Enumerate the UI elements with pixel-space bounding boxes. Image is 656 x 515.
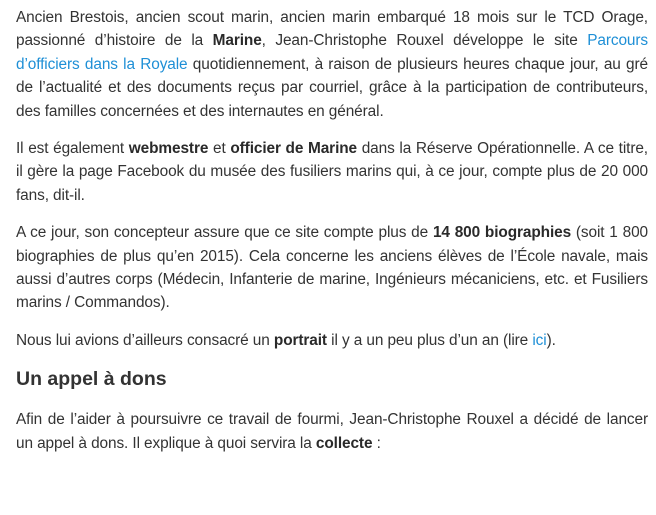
paragraph-portrait <box>16 329 648 352</box>
text: dans la Réserve Opérationnelle. A ce titre, il gère la page Facebook du musée des fusiliers marins qui, à ce jour, compte plus de 20 000 fans, dit-il. <box>16 140 648 204</box>
text: et <box>208 140 231 158</box>
bold-text: Marine <box>212 32 262 50</box>
text: , Jean-Christophe Rouxel développe le site <box>261 32 588 50</box>
bold-text: 14 800 biographies <box>432 224 572 242</box>
text: A ce jour, son concepteur assure que ce site compte plus de <box>16 224 433 242</box>
text: ). <box>546 331 556 349</box>
text: Ancien Brestois, ancien scout marin, ancien marin embarqué 18 mois sur le TCD Orage, passionné d’histoire de la <box>16 9 648 50</box>
text: il y a un peu plus d’un an (lire <box>326 331 533 349</box>
text: Afin de l’aider à poursuivre ce travail de fourmi, Jean-Christophe Rouxel a décidé de lancer un appel à dons. Il explique à quoi servira la <box>16 411 648 452</box>
paragraph-intro <box>16 6 648 123</box>
site-link-parcours[interactable]: Parcours d’officiers dans la Royale <box>16 32 648 73</box>
section-heading: Un appel à dons <box>16 368 167 391</box>
text: Il est également <box>16 140 129 158</box>
read-here-link[interactable]: ici <box>532 331 547 349</box>
bold-text: officier de Marine <box>230 140 358 158</box>
bold-text: portrait <box>273 331 327 349</box>
text: : <box>372 434 381 452</box>
text: (soit 1 800 biographies de plus qu’en 2015). Cela concerne les anciens élèves de l’École navale, mais aussi d’autres corps (Médecin, Infanterie de marine, Ingénieurs mécaniciens, etc. et Fusiliers marins / Commandos). <box>16 224 648 312</box>
bold-text: webmestre <box>128 140 209 158</box>
text: quotidiennement, à raison de plusieurs heures chaque jour, au gré de l’actualité et des documents reçus par courriel, grâce à la participation de contributeurs, des familles concernées et des internautes en général. <box>16 55 648 120</box>
paragraph-webmestre <box>16 137 648 207</box>
bold-text: collecte <box>315 434 373 452</box>
paragraph-appel-dons <box>16 408 648 455</box>
text: Nous lui avions d’ailleurs consacré un <box>16 331 274 349</box>
paragraph-biographies <box>16 221 648 315</box>
